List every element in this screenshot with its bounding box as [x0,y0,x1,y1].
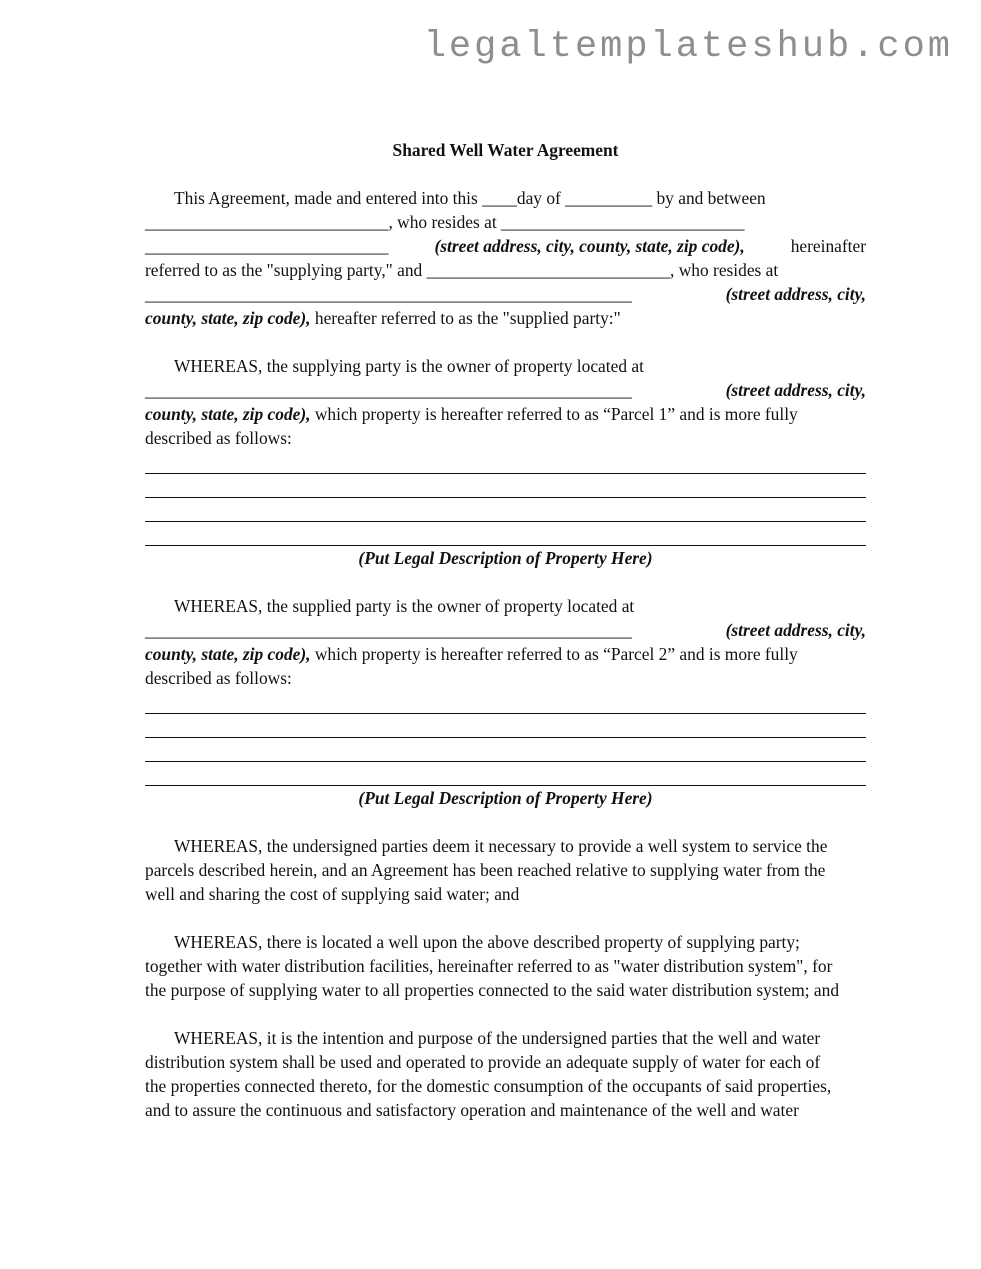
parcel1-line-4: described as follows: [145,428,292,448]
address-hint: (street address, city, county, state, zip code), [434,236,745,256]
intro-line-1: This Agreement, made and entered into this ____day of __________ by and between [174,188,766,208]
address-hint: (street address, city, [725,620,866,640]
parcel2-paragraph [145,594,866,810]
intro-line-3-tail: hereinafter [790,236,866,256]
parcel2-caption: (Put Legal Description of Property Here) [358,788,653,808]
parcel1-paragraph [145,354,866,570]
parcel1-line-3 [145,402,866,426]
parcel1-line-1: WHEREAS, the supplying party is the owner of property located at [174,356,644,376]
address-hint: county, state, zip code), [145,308,311,328]
parcel1-description-line [145,498,866,522]
parcel1-caption: (Put Legal Description of Property Here) [358,548,653,568]
parcel1-line-2 [145,378,866,402]
address-hint: (street address, city, [725,284,866,304]
whereas-located-paragraph [145,930,866,1002]
parcel1-line-3-tail: which property is hereafter referred to as “Parcel 1” and is more fully [314,404,798,424]
document-title: Shared Well Water Agreement [392,140,619,160]
parcel1-description-line [145,450,866,474]
paragraph-line: parcels described herein, and an Agreement has been reached relative to supplying water from the [145,860,826,880]
parcel2-line-2 [145,618,866,642]
parcel2-description-line [145,690,866,714]
paragraph-line: the purpose of supplying water to all properties connected to the said water distribution system; and [145,980,840,1000]
supplying-address-blank: ____________________________ [145,236,389,256]
paragraph-line: together with water distribution facilities, hereinafter referred to as "water distribution system", for [145,956,833,976]
parcel2-description-line [145,714,866,738]
parcel2-address-blank: ________________________________________________________ [145,620,632,640]
parcel2-line-4: described as follows: [145,668,292,688]
paragraph-line: well and sharing the cost of supplying said water; and [145,884,520,904]
address-hint: county, state, zip code), [145,644,311,664]
document-body [145,138,866,1146]
intro-line-6 [145,306,866,330]
parcel2-description-line [145,762,866,786]
intro-line-4: referred to as the "supplying party," and ____________________________, who resides at [145,260,779,280]
paragraph-line: WHEREAS, the undersigned parties deem it necessary to provide a well system to service the [174,836,828,856]
parcel2-description-line [145,738,866,762]
supplied-address-blank: ________________________________________________________ [145,284,632,304]
parcel2-line-1: WHEREAS, the supplied party is the owner of property located at [174,596,635,616]
whereas-well-paragraph [145,834,866,906]
watermark: legaltemplateshub.com [423,26,953,68]
intro-line-2: ____________________________, who resides at ____________________________ [145,212,745,232]
address-hint: (street address, city, [725,380,866,400]
paragraph-line: and to assure the continuous and satisfactory operation and maintenance of the well and water [145,1100,799,1120]
paragraph-line: distribution system shall be used and operated to provide an adequate supply of water for each of [145,1052,821,1072]
parcel1-address-blank: ________________________________________________________ [145,380,632,400]
intro-line-3 [145,234,866,258]
intro-paragraph [145,186,866,330]
address-hint: county, state, zip code), [145,404,311,424]
intro-line-5 [145,282,866,306]
paragraph-line: WHEREAS, there is located a well upon the above described property of supplying party; [174,932,800,952]
parcel2-line-3-tail: which property is hereafter referred to as “Parcel 2” and is more fully [314,644,798,664]
paragraph-line: the properties connected thereto, for the domestic consumption of the occupants of said properties, [145,1076,832,1096]
paragraph-line: WHEREAS, it is the intention and purpose of the undersigned parties that the well and water [174,1028,821,1048]
parcel1-description-line [145,474,866,498]
whereas-intention-paragraph [145,1026,866,1122]
parcel1-description-line [145,522,866,546]
intro-line-6-tail: hereafter referred to as the "supplied party:" [314,308,621,328]
parcel2-line-3 [145,642,866,666]
